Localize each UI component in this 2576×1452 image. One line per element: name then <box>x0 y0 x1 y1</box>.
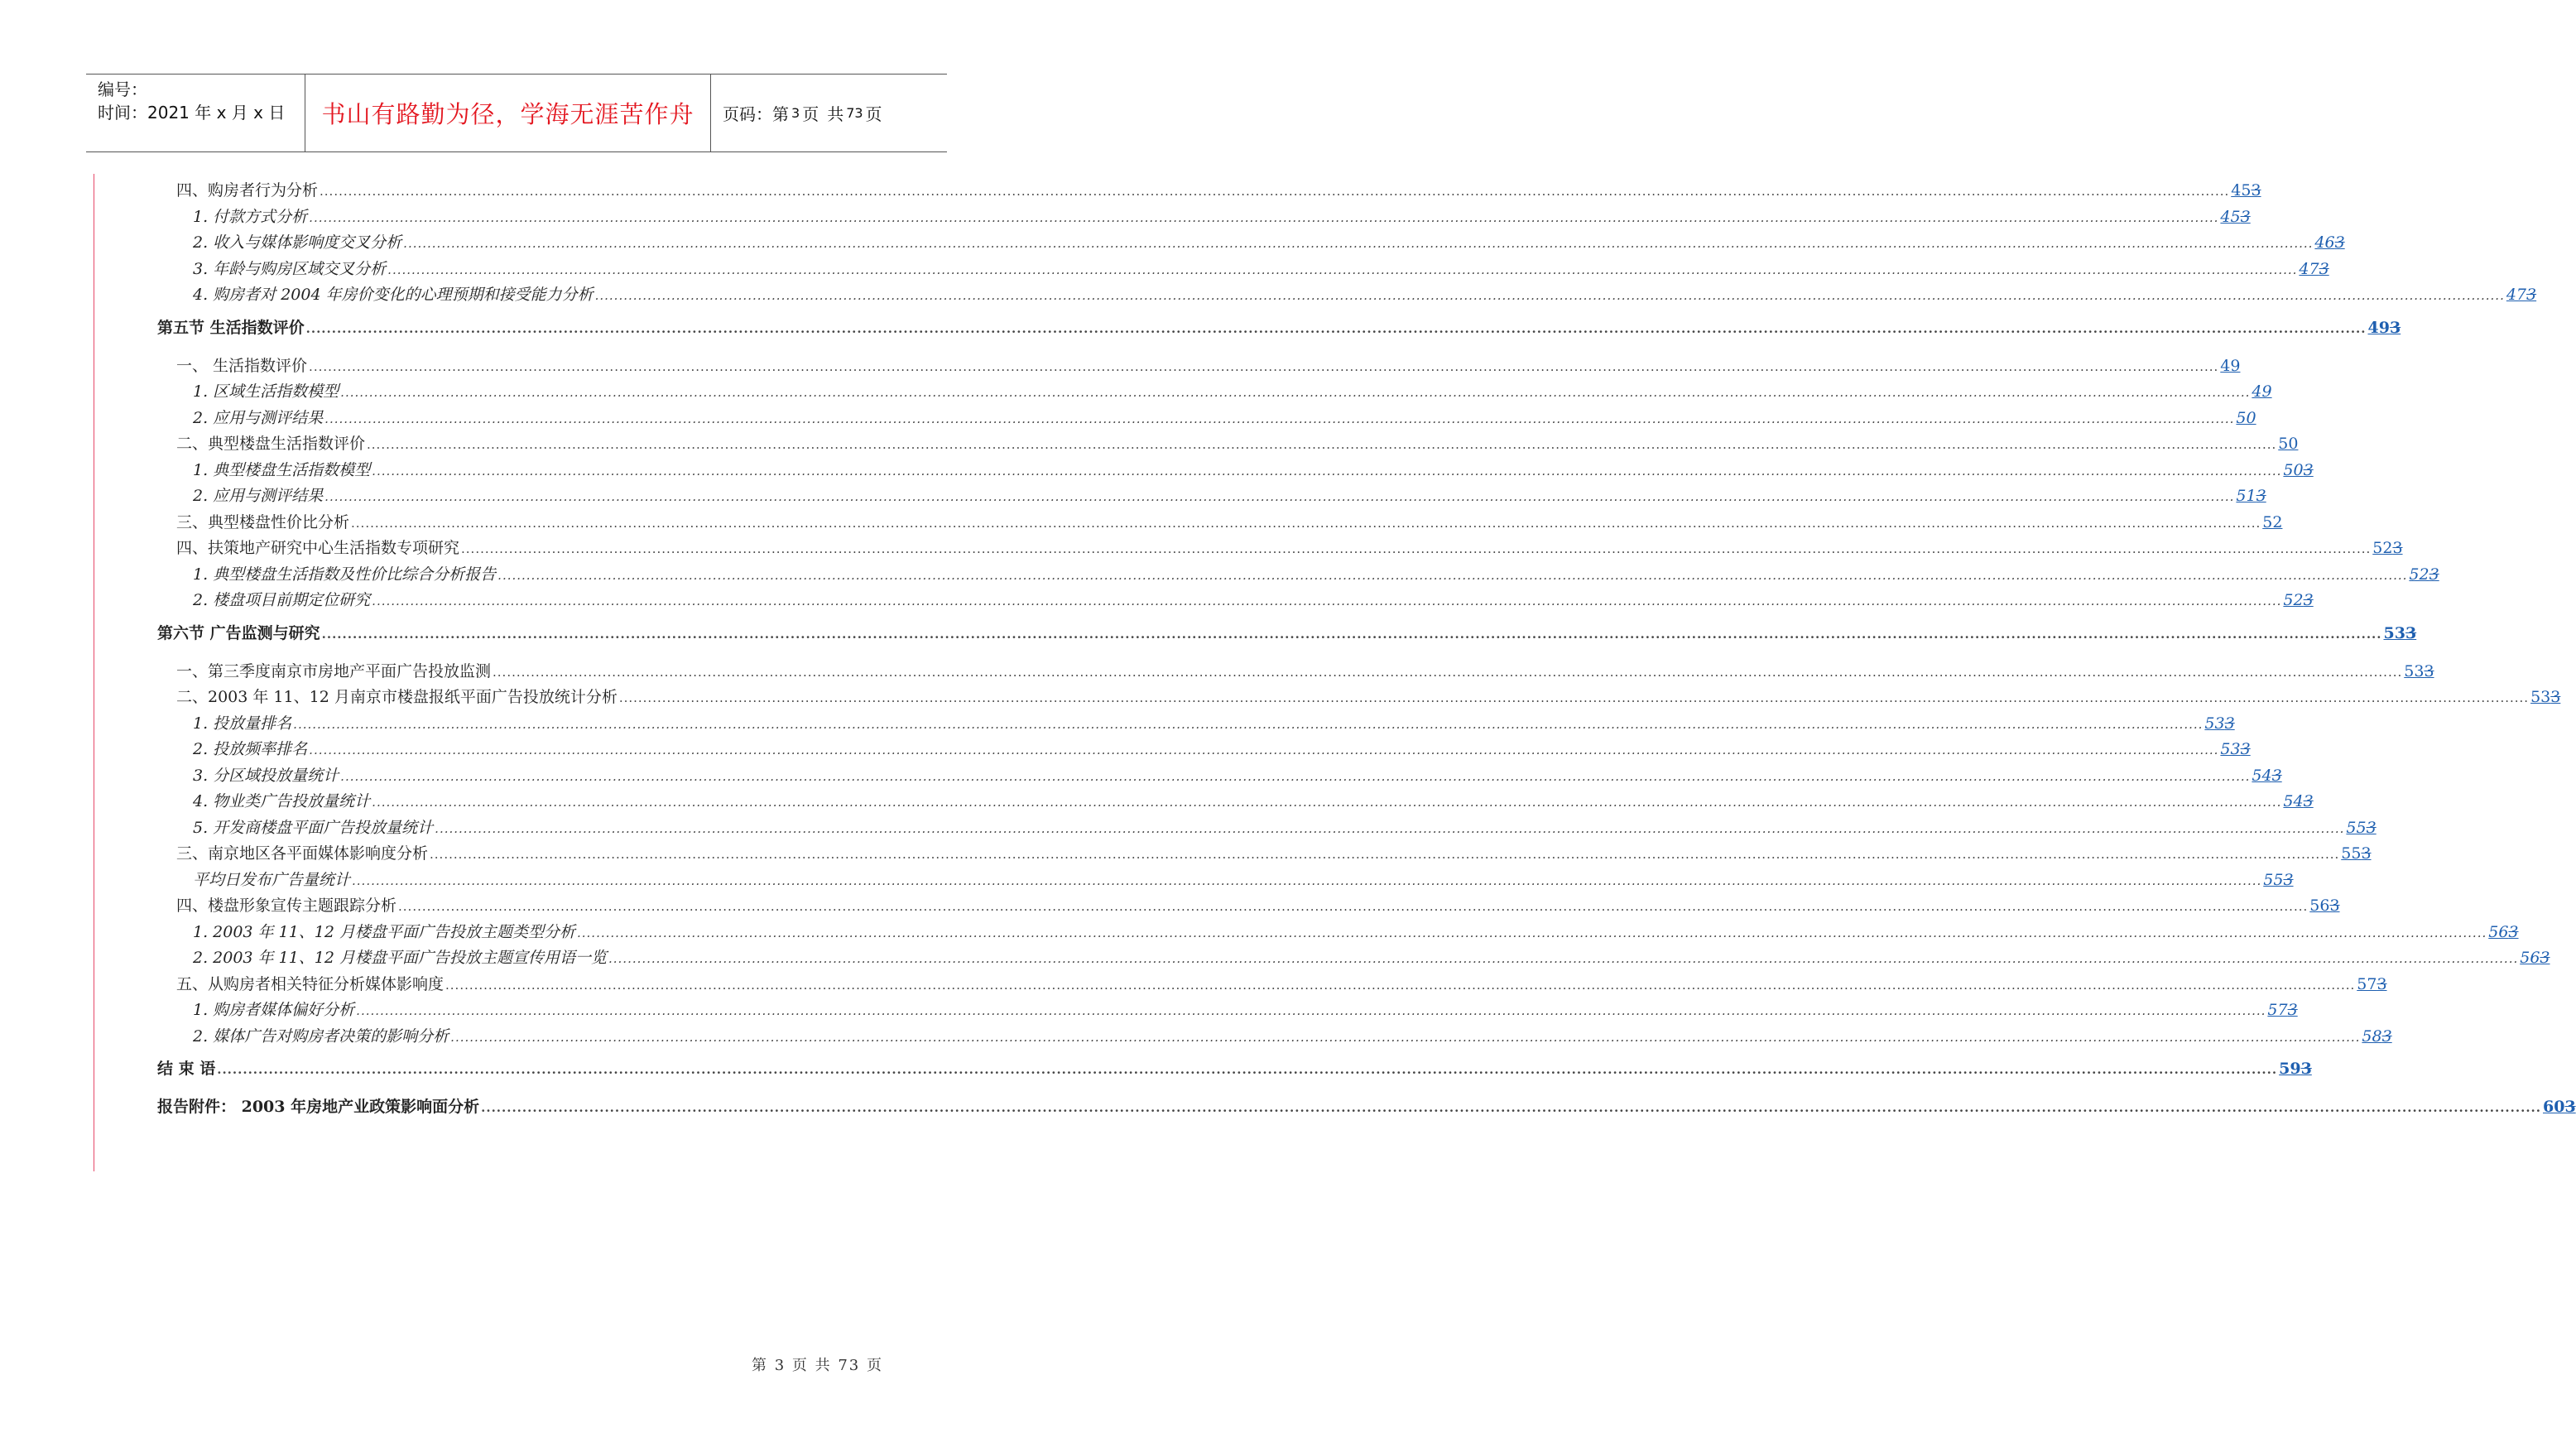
toc-entry-title: 二、典型楼盘生活指数评价 <box>176 435 366 453</box>
toc-page-number: 56 <box>2488 922 2509 941</box>
toc-deleted-digit: 3 <box>2389 318 2401 337</box>
toc-deleted-digit: 3 <box>2283 870 2294 889</box>
toc-deleted-digit: 3 <box>2240 740 2251 758</box>
toc-page-link[interactable] <box>2357 972 2386 997</box>
toc-deleted-digit: 3 <box>2303 460 2314 479</box>
toc-deleted-digit: 3 <box>2550 688 2561 706</box>
toc-page-link[interactable] <box>2279 1056 2312 1081</box>
number-label: 编号： <box>98 79 147 99</box>
toc-entry-title: 1. 典型楼盘生活指数及性价比综合分析报告 <box>193 565 497 584</box>
toc-entry[interactable] <box>176 431 2299 456</box>
toc-entry[interactable] <box>193 282 2537 307</box>
toc-page-number: 52 <box>2372 539 2393 557</box>
toc-page-number: 53 <box>2404 661 2425 680</box>
toc-entry[interactable] <box>193 920 2519 945</box>
toc-leader-dots: ................................................................................................................................................................................................................................................................................................................................................................................................................ <box>372 463 2282 478</box>
toc-entry-title: 一、第三季度南京市房地产平面广告投放监测 <box>176 661 492 680</box>
toc-page-link[interactable] <box>2252 763 2281 788</box>
header-meta <box>86 75 305 151</box>
toc-page-link[interactable] <box>2314 230 2344 255</box>
toc-page-link[interactable] <box>2506 282 2536 307</box>
toc-deleted-digit: 3 <box>2377 974 2387 993</box>
toc-page-link[interactable] <box>2488 920 2518 945</box>
toc-entry-title: 2. 楼盘项目前期定位研究 <box>193 591 371 609</box>
toc-page-number: 58 <box>2362 1026 2382 1046</box>
toc-leader-dots: ................................................................................................................................................................................................................................................................................................................................................................................................................ <box>367 437 2277 452</box>
toc-leader-dots: ................................................................................................................................................................................................................................................................................................................................................................................................................ <box>387 262 2298 277</box>
toc-entry[interactable] <box>157 315 2401 340</box>
toc-entry-title: 平均日发布广告量统计 <box>193 870 351 889</box>
toc-page-number: 53 <box>2530 688 2551 706</box>
toc-leader-dots: ................................................................................................................................................................................................................................................................................................................................................................................................................ <box>403 236 2314 251</box>
toc-entry[interactable] <box>193 737 2251 762</box>
toc-leader-dots: ................................................................................................................................................................................................................................................................................................................................................................................................................ <box>324 411 2235 426</box>
toc-page-number: 45 <box>2220 207 2241 226</box>
toc-entry[interactable] <box>193 379 2272 404</box>
toc-leader-dots: ................................................................................................................................................................................................................................................................................................................................................................................................................ <box>351 515 2261 531</box>
page-total-prefix: 共 <box>827 104 844 124</box>
toc-entry-title: 4. 物业类广告投放量统计 <box>193 792 371 810</box>
toc-page-number: 46 <box>2314 233 2335 252</box>
toc-deleted-digit: 3 <box>2429 565 2439 584</box>
toc-entry-title: 报告附件： 2003 年房地产业政策影响面分析 <box>157 1098 480 1116</box>
toc-deleted-digit: 3 <box>2361 844 2372 863</box>
toc-entry-title: 三、典型楼盘性价比分析 <box>176 512 350 531</box>
page-prefix: 页码：第 <box>723 104 789 124</box>
toc-page-number: 55 <box>2263 870 2284 889</box>
toc-page-link[interactable] <box>2299 257 2328 281</box>
toc-page-number: 49 <box>2367 318 2390 337</box>
toc-entry-title: 2. 应用与测评结果 <box>193 408 324 427</box>
toc-entry-title: 第五节 生活指数评价 <box>157 318 305 337</box>
toc-entry-title: 1. 付款方式分析 <box>193 207 308 226</box>
toc-deleted-digit: 3 <box>2303 591 2314 609</box>
page-total: 73 <box>846 105 863 121</box>
toc-deleted-digit: 3 <box>2366 818 2377 837</box>
toc-leader-dots: ................................................................................................................................................................................................................................................................................................................................................................................................................ <box>450 1029 2361 1045</box>
toc-page-link[interactable] <box>2231 178 2261 203</box>
toc-entry-title: 1. 典型楼盘生活指数模型 <box>193 460 371 479</box>
toc-page-link[interactable] <box>2372 536 2402 560</box>
toc-leader-dots: ................................................................................................................................................................................................................................................................................................................................................................................................................ <box>608 951 2519 966</box>
toc-deleted-digit: 3 <box>2334 233 2345 252</box>
toc-entry[interactable] <box>176 178 2261 203</box>
toc-entry-title: 3. 年龄与购房区域交叉分析 <box>193 259 387 278</box>
toc-entry-title: 结 束 语 <box>157 1060 216 1078</box>
toc-page-number: 53 <box>2204 714 2225 733</box>
toc-entry[interactable] <box>193 204 2251 229</box>
toc-page-number: 56 <box>2309 897 2330 915</box>
toc-leader-dots: ................................................................................................................................................................................................................................................................................................................................................................................................................ <box>293 716 2204 732</box>
toc-page-number: 52 <box>2262 512 2283 531</box>
toc-entry[interactable] <box>193 868 2294 892</box>
toc-entry[interactable] <box>193 1024 2392 1049</box>
page-footer: 第 3 页 共 73 页 <box>752 1357 883 1374</box>
toc-deleted-digit: 3 <box>2329 897 2340 915</box>
toc-entry[interactable] <box>193 789 2314 814</box>
toc-page-number: 54 <box>2283 792 2304 810</box>
toc-entry[interactable] <box>176 893 2340 918</box>
toc-page-link[interactable] <box>2384 621 2417 646</box>
toc-leader-dots: ................................................................................................................................................................................................................................................................................................................................................................................................................ <box>430 847 2340 862</box>
toc-leader-dots: ................................................................................................................................................................................................................................................................................................................................................................................................................ <box>217 1062 2278 1077</box>
toc-entry[interactable] <box>176 841 2372 866</box>
toc-page-link[interactable] <box>2309 893 2339 918</box>
toc-deleted-digit: 3 <box>2303 792 2314 810</box>
toc-leader-dots: ................................................................................................................................................................................................................................................................................................................................................................................................................ <box>305 320 2367 336</box>
toc-deleted-digit: 3 <box>2251 181 2261 200</box>
toc-entry-title: 四、楼盘形象宣传主题跟踪分析 <box>176 897 397 915</box>
toc-page-link[interactable] <box>2267 998 2297 1022</box>
toc-page-link[interactable] <box>2283 458 2313 483</box>
toc-page-number: 51 <box>2236 487 2256 505</box>
toc-page-link[interactable] <box>2220 204 2250 229</box>
toc-entry[interactable] <box>193 815 2377 840</box>
toc-page-link[interactable] <box>2283 789 2313 814</box>
toc-entry[interactable] <box>193 458 2314 483</box>
toc-page-link[interactable] <box>2220 737 2250 762</box>
toc-deleted-digit: 3 <box>2256 487 2266 505</box>
header-page-info <box>711 75 947 151</box>
toc-leader-dots: ................................................................................................................................................................................................................................................................................................................................................................................................................ <box>356 1003 2266 1018</box>
toc-leader-dots: ................................................................................................................................................................................................................................................................................................................................................................................................................ <box>445 977 2356 993</box>
toc-page-number: 50 <box>2283 460 2304 479</box>
toc-entry[interactable] <box>176 536 2403 560</box>
toc-entry-title: 3. 分区域投放量统计 <box>193 766 339 785</box>
toc-leader-dots: ................................................................................................................................................................................................................................................................................................................................................................................................................ <box>352 873 2262 888</box>
toc-entry[interactable] <box>157 1094 2576 1119</box>
toc-page-link[interactable] <box>2341 841 2371 866</box>
toc-page-number: 57 <box>2357 974 2377 993</box>
toc-entry[interactable] <box>176 353 2241 378</box>
page-header <box>86 74 947 152</box>
toc-deleted-digit: 3 <box>2271 766 2282 785</box>
toc-leader-dots: ................................................................................................................................................................................................................................................................................................................................................................................................................ <box>309 743 2219 757</box>
toc-entry-title: 1. 2003 年 11、12 月楼盘平面广告投放主题类型分析 <box>193 922 575 941</box>
toc-entry-title: 2. 投放频率排名 <box>193 740 308 758</box>
toc-page-number: 47 <box>2299 259 2319 278</box>
toc-entry[interactable] <box>157 621 2417 646</box>
toc-entry[interactable] <box>193 945 2550 970</box>
toc-entry[interactable] <box>193 230 2345 255</box>
toc-leader-dots: ................................................................................................................................................................................................................................................................................................................................................................................................................ <box>497 567 2408 583</box>
toc-entry-title: 二、2003 年 11、12 月南京市楼盘报纸平面广告投放统计分析 <box>176 688 618 706</box>
toc-entry[interactable] <box>176 685 2561 709</box>
toc-leader-dots: ................................................................................................................................................................................................................................................................................................................................................................................................................ <box>577 925 2487 940</box>
toc-leader-dots: ................................................................................................................................................................................................................................................................................................................................................................................................................ <box>398 899 2309 914</box>
toc-deleted-digit: 3 <box>2540 949 2550 967</box>
toc-page-number: 57 <box>2267 1001 2288 1019</box>
toc-entry-title: 2. 2003 年 11、12 月楼盘平面广告投放主题宣传用语一览 <box>193 949 607 967</box>
toc-page-link[interactable] <box>2263 868 2293 892</box>
toc-deleted-digit: 3 <box>2405 623 2417 642</box>
toc-leader-dots: ................................................................................................................................................................................................................................................................................................................................................................................................................ <box>618 690 2530 705</box>
toc-entry-title: 2. 应用与测评结果 <box>193 487 324 505</box>
toc-entry[interactable] <box>193 562 2439 587</box>
toc-leader-dots: ................................................................................................................................................................................................................................................................................................................................................................................................................ <box>324 489 2235 504</box>
toc-leader-dots: ................................................................................................................................................................................................................................................................................................................................................................................................................ <box>481 1100 2541 1115</box>
toc-deleted-digit: 3 <box>2392 539 2403 557</box>
toc-page-number: 53 <box>2383 623 2405 642</box>
toc-page-number: 50 <box>2278 435 2299 453</box>
toc-page-link[interactable] <box>2368 315 2401 340</box>
toc-deleted-digit: 3 <box>2240 207 2251 226</box>
toc-page-number: 50 <box>2236 408 2256 427</box>
toc-page-link[interactable] <box>2543 1094 2576 1119</box>
toc-leader-dots: ................................................................................................................................................................................................................................................................................................................................................................................................................ <box>309 209 2219 225</box>
toc-entry-title: 五、从购房者相关特征分析媒体影响度 <box>176 974 445 993</box>
toc-leader-dots: ................................................................................................................................................................................................................................................................................................................................................................................................................ <box>340 768 2251 784</box>
toc-entry[interactable] <box>176 972 2387 997</box>
toc-page-link[interactable] <box>2236 406 2256 430</box>
toc-leader-dots: ................................................................................................................................................................................................................................................................................................................................................................................................................ <box>372 795 2282 810</box>
toc-entry-title: 5. 开发商楼盘平面广告投放量统计 <box>193 818 434 837</box>
toc-page-link[interactable] <box>2409 562 2439 587</box>
toc-page-number: 54 <box>2252 766 2272 785</box>
toc-leader-dots: ................................................................................................................................................................................................................................................................................................................................................................................................................ <box>309 358 2219 374</box>
toc-entry-title: 四、扶策地产研究中心生活指数专项研究 <box>176 539 460 557</box>
toc-deleted-digit: 3 <box>2381 1026 2392 1046</box>
toc-page-number: 47 <box>2506 286 2527 304</box>
time-label: 时间：2021 年 x 月 x 日 <box>98 103 286 123</box>
toc-page-link[interactable] <box>2236 483 2266 508</box>
toc-page-link[interactable] <box>2278 431 2298 456</box>
toc-entry[interactable] <box>193 406 2256 430</box>
toc-entry[interactable] <box>193 998 2298 1022</box>
toc-page-number: 45 <box>2231 181 2252 200</box>
toc-page-link[interactable] <box>2520 945 2550 970</box>
toc-page-number: 55 <box>2341 844 2362 863</box>
toc-entry-title: 1. 投放量排名 <box>193 714 292 733</box>
toc-page-link[interactable] <box>2204 711 2234 736</box>
toc-leader-dots: ................................................................................................................................................................................................................................................................................................................................................................................................................ <box>461 541 2372 556</box>
toc-deleted-digit: 3 <box>2319 259 2329 278</box>
page-suffix: 页 <box>865 104 882 124</box>
toc-leader-dots: ................................................................................................................................................................................................................................................................................................................................................................................................................ <box>493 664 2403 680</box>
toc-page-link[interactable] <box>2252 379 2271 404</box>
toc-entry[interactable] <box>157 1056 2312 1081</box>
toc-page-link[interactable] <box>2262 510 2282 535</box>
page-mid: 页 <box>802 104 819 124</box>
toc-entry[interactable] <box>193 763 2282 788</box>
toc-entry-title: 四、购房者行为分析 <box>176 181 319 200</box>
toc-entry-title: 2. 媒体广告对购房者决策的影响分析 <box>193 1026 449 1046</box>
toc-page-number: 53 <box>2220 740 2241 758</box>
toc-page-number: 60 <box>2543 1098 2565 1116</box>
toc-page-link[interactable] <box>2530 685 2560 709</box>
toc-entry-title: 4. 购房者对 2004 年房价变化的心理预期和接受能力分析 <box>193 286 594 304</box>
toc-deleted-digit: 3 <box>2287 1001 2298 1019</box>
toc-entry-title: 1. 购房者媒体偏好分析 <box>193 1001 355 1019</box>
toc-entry[interactable] <box>176 659 2434 684</box>
toc-leader-dots: ................................................................................................................................................................................................................................................................................................................................................................................................................ <box>340 385 2251 400</box>
toc-page-number: 55 <box>2346 818 2367 837</box>
toc-entry-title: 第六节 广告监测与研究 <box>157 623 320 642</box>
header-motto: 书山有路勤为径，学海无涯苦作舟 <box>305 75 711 151</box>
toc-entry-title: 三、南京地区各平面媒体影响度分析 <box>176 844 429 863</box>
toc-page-link[interactable] <box>2220 353 2240 378</box>
page-current: 3 <box>791 105 800 121</box>
toc-page-number: 49 <box>2220 356 2241 375</box>
toc-deleted-digit: 3 <box>2526 286 2537 304</box>
toc-page-number: 59 <box>2279 1060 2301 1078</box>
toc-page-link[interactable] <box>2346 815 2376 840</box>
toc-leader-dots: ................................................................................................................................................................................................................................................................................................................................................................................................................ <box>435 820 2345 836</box>
toc-leader-dots: ................................................................................................................................................................................................................................................................................................................................................................................................................ <box>594 288 2505 303</box>
toc-entry-title: 1. 区域生活指数模型 <box>193 382 339 401</box>
toc-leader-dots: ................................................................................................................................................................................................................................................................................................................................................................................................................ <box>320 184 2230 199</box>
toc-deleted-digit: 3 <box>2224 714 2235 733</box>
toc-entry[interactable] <box>193 711 2235 736</box>
toc-entry-title: 2. 收入与媒体影响度交叉分析 <box>193 233 402 252</box>
toc-entry[interactable] <box>193 257 2329 281</box>
toc-page-link[interactable] <box>2362 1024 2391 1049</box>
toc-entry[interactable] <box>193 588 2314 613</box>
toc-leader-dots: ................................................................................................................................................................................................................................................................................................................................................................................................................ <box>321 626 2382 642</box>
toc-leader-dots: ................................................................................................................................................................................................................................................................................................................................................................................................................ <box>372 594 2282 608</box>
toc-page-link[interactable] <box>2283 588 2313 613</box>
toc-page-number: 52 <box>2283 591 2304 609</box>
toc-page-number: 56 <box>2520 949 2540 967</box>
toc-deleted-digit: 3 <box>2424 661 2434 680</box>
toc-entry-title: 一、 生活指数评价 <box>176 356 308 375</box>
toc-page-number: 49 <box>2252 382 2272 401</box>
toc-deleted-digit: 3 <box>2508 922 2519 941</box>
toc-deleted-digit: 3 <box>2564 1098 2576 1116</box>
toc-page-number: 52 <box>2409 565 2429 584</box>
toc-page-link[interactable] <box>2404 659 2434 684</box>
toc-entry[interactable] <box>176 510 2283 535</box>
toc-deleted-digit: 3 <box>2300 1060 2312 1078</box>
toc-entry[interactable] <box>193 483 2266 508</box>
